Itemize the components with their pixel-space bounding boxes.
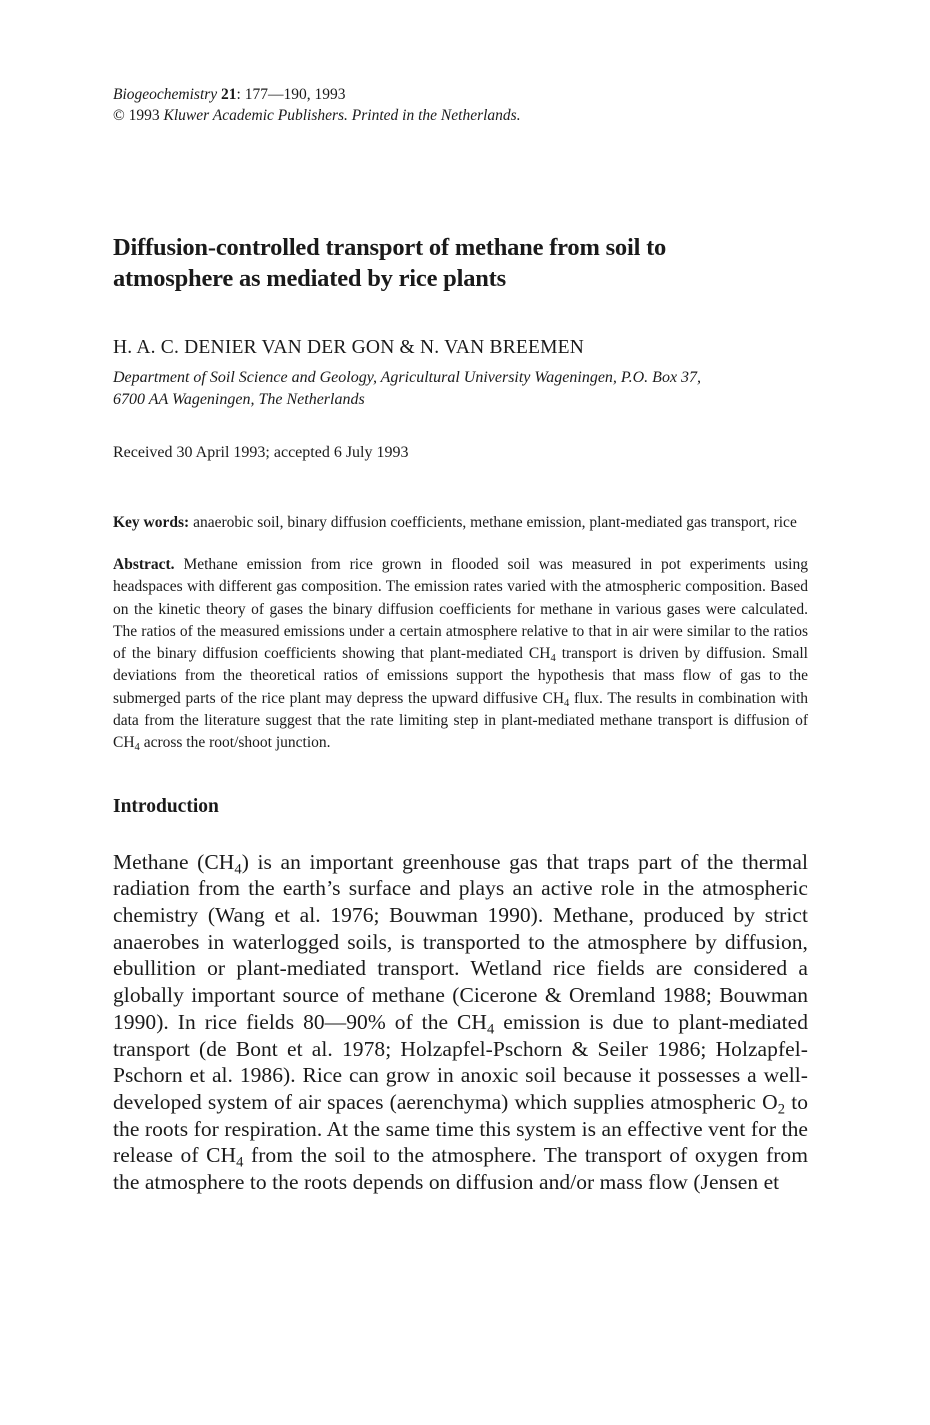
copyright-year: © 1993 bbox=[113, 107, 160, 124]
received-dates: Received 30 April 1993; accepted 6 July 1993 bbox=[113, 444, 409, 461]
journal-volume: 21 bbox=[221, 86, 237, 103]
keywords bbox=[113, 512, 808, 534]
intro-text-3: emission is due to plant-mediated transport (de Bont et al. 1978; Holzapfel-Pschorn & Seiler 1986; Holzapfel-Pschorn et al. 1986). Rice can grow in anoxic soil because it possesses a well-developed system of air spaces (aerenchyma) which supplies atmospheric O bbox=[113, 1009, 808, 1114]
authors: H. A. C. DENIER VAN DER GON & N. VAN BREEMEN bbox=[113, 337, 585, 358]
title-line-2: atmosphere as mediated by rice plants bbox=[113, 265, 506, 292]
abstract-sub-1: 4 bbox=[550, 653, 556, 665]
abstract bbox=[113, 554, 808, 755]
journal-line bbox=[113, 84, 808, 105]
copyright-line bbox=[113, 105, 808, 126]
publisher-line: Kluwer Academic Publishers. Printed in the Netherlands. bbox=[163, 107, 521, 124]
title-line-1: Diffusion-controlled transport of methane from soil to bbox=[113, 234, 667, 261]
affiliation-line-1: Department of Soil Science and Geology, Agricultural University Wageningen, P.O. Box 37, bbox=[113, 369, 702, 386]
affiliation-line-2: 6700 AA Wageningen, The Netherlands bbox=[113, 391, 365, 408]
journal-citation bbox=[113, 84, 808, 126]
intro-sub-2: 4 bbox=[487, 1021, 495, 1038]
keywords-label: Key words: bbox=[113, 514, 190, 531]
abstract-sub-3: 4 bbox=[134, 742, 140, 754]
abstract-text-4: across the root/shoot junction. bbox=[139, 734, 331, 752]
abstract-text-1: Methane emission from rice grown in flooded soil was measured in pot experiments using headspaces with different gas composition. The emission rates varied with the atmospheric composition. Based on the kinetic theory of gases the binary diffusion coefficients for methane in various gases were calculated. The ratios of the measured emissions under a certain atmosphere relative to that in air were similar to the ratios of the binary diffusion coefficients showing that plant-mediated CH bbox=[113, 556, 808, 663]
abstract-text-2: transport is driven by diffusion. Small deviations from the theoretical ratios of emissions support the hypothesis that mass flow of gas to the submerged parts of the rice plant may depress the upward diffusive CH bbox=[113, 645, 808, 707]
intro-sub-3: 2 bbox=[777, 1101, 786, 1118]
abstract-label: Abstract. bbox=[113, 556, 175, 573]
intro-text-4: to the roots for respiration. At the same time this system is an effective vent for the release of CH bbox=[113, 1090, 809, 1168]
journal-name: Biogeochemistry bbox=[113, 86, 218, 103]
intro-text-2: ) is an important greenhouse gas that traps part of the thermal radiation from the earth’s surface and plays an active role in the atmospheric chemistry (Wang et al. 1976; Bouwman 1990). Methane, produced by strict anaerobes in waterlogged soils, is transported to the atmosphere by diffusion, ebullition or plant-mediated transport. Wetland rice fields are considered a globally important source of methane (Cicerone & Oremland 1988; Bouwman 1990). In rice fields 80—90% of the CH bbox=[113, 849, 809, 1034]
intro-sub-1: 4 bbox=[234, 861, 242, 878]
keywords-text: anaerobic soil, binary diffusion coefficients, methane emission, plant-mediated gas transport, rice bbox=[193, 514, 797, 531]
intro-sub-4: 4 bbox=[236, 1154, 244, 1171]
intro-text-5: from the soil to the atmosphere. The transport of oxygen from the atmosphere to the roots depends on diffusion and/or mass flow (Jensen et bbox=[113, 1143, 808, 1195]
paper-title bbox=[113, 232, 753, 294]
affiliation bbox=[113, 367, 808, 411]
paper-page bbox=[113, 84, 808, 1196]
journal-pages: : 177—190, 1993 bbox=[236, 86, 346, 103]
introduction-paragraph bbox=[113, 849, 808, 1196]
section-heading-introduction: Introduction bbox=[113, 795, 219, 817]
abstract-sub-2: 4 bbox=[564, 697, 570, 709]
abstract-text-3: flux. The results in combination with data from the literature suggest that the rate limiting step in plant-mediated methane transport is diffusion of CH bbox=[113, 689, 808, 752]
intro-text-1: Methane (CH bbox=[113, 849, 235, 874]
